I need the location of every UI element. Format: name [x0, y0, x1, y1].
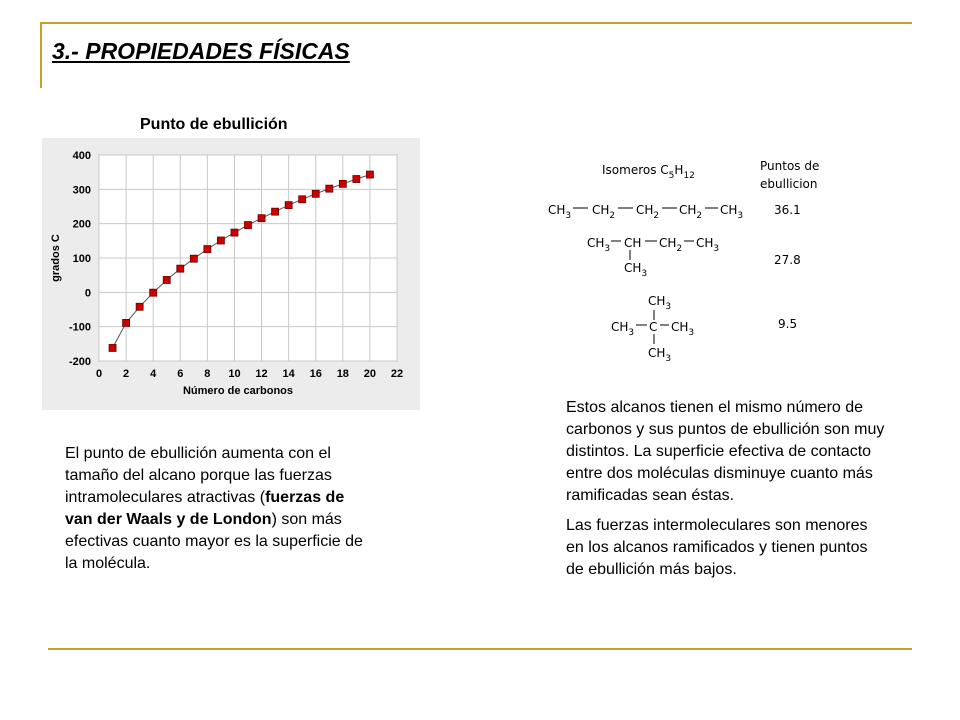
x-tick-label: 10: [228, 368, 241, 380]
slide-title: 3.- PROPIEDADES FÍSICAS: [52, 38, 350, 64]
data-point: [123, 319, 130, 326]
data-point: [136, 303, 143, 310]
y-tick-label: 400: [72, 150, 91, 162]
x-axis-label: Número de carbonos: [182, 385, 294, 397]
bp-value-1: 36.1: [774, 203, 801, 217]
y-tick-label: 300: [72, 184, 91, 197]
data-point: [285, 202, 292, 209]
svg-text:CH3: $CH_3$: [648, 346, 672, 364]
right-text: [566, 397, 886, 589]
bp-value-2: 27.8: [774, 253, 801, 267]
boiling-point-chart: [42, 138, 420, 410]
svg-text:CH3: $CH_3$: [548, 203, 572, 221]
n-pentane: [548, 203, 743, 221]
x-tick-label: 20: [363, 368, 377, 380]
data-point: [312, 190, 319, 197]
x-tick-label: 8: [204, 368, 211, 380]
x-tick-label: 0: [95, 368, 103, 380]
svg-text:CH3: $CH_3$: [611, 320, 635, 338]
data-point: [150, 289, 157, 296]
x-tick-label: 2: [123, 368, 130, 380]
data-point: [204, 246, 211, 253]
chart-panel: [42, 138, 420, 410]
y-tick-label: 200: [72, 218, 91, 231]
top-rule: [40, 22, 912, 24]
svg-text:CH3: $CH_3$: [671, 320, 695, 338]
svg-text:CH2: $CH_2$: [659, 236, 683, 254]
data-point: [299, 196, 306, 203]
left-paragraph-bold: fuerzas de van der Waals y de London: [65, 489, 345, 528]
top-left-rule: [40, 22, 42, 88]
x-tick-label: 14: [282, 368, 295, 380]
svg-text:CH3: $CH_3$: [587, 236, 611, 254]
x-tick-label: 4: [150, 368, 157, 380]
svg-text:CH: CH: [624, 236, 642, 250]
x-tick-label: 12: [255, 368, 268, 380]
svg-text:C: C: [649, 320, 658, 334]
right-paragraph-1: Estos alcanos tienen el mismo número de carbonos y sus puntos de ebullición son muy distintos. La superficie efectiva de contacto entre dos moléculas disminuye cuanto más ramificadas sean éstas.: [566, 399, 885, 504]
y-axis-label: grados C: [50, 234, 62, 282]
neopentane: [611, 294, 694, 364]
data-point: [245, 222, 252, 229]
data-point: [366, 171, 373, 178]
x-tick-label: 22: [390, 368, 404, 380]
bottom-rule: [48, 648, 912, 650]
svg-text:CH3: $CH_3$: [696, 236, 720, 254]
bp-value-3: 9.5: [778, 317, 798, 331]
data-point: [326, 185, 333, 192]
data-point: [339, 180, 346, 187]
y-tick-label: -200: [68, 356, 91, 368]
data-point: [231, 229, 238, 236]
svg-text:CH2: $CH_2$: [592, 203, 616, 221]
data-point: [163, 276, 170, 283]
svg-text:CH3: $CH_3$: [624, 261, 648, 279]
data-point: [190, 255, 197, 262]
data-point: [109, 344, 116, 351]
data-point: [217, 237, 224, 244]
x-tick-label: 16: [309, 368, 322, 380]
data-point: [353, 176, 360, 183]
chart-title: Punto de ebullición: [140, 116, 288, 133]
y-tick-label: 100: [72, 253, 91, 265]
x-tick-label: 6: [177, 368, 184, 380]
left-paragraph-part1: El punto de ebullición aumenta con el tamaño del alcano porque las fuerzas intramoleculares atractivas (: [65, 445, 332, 506]
bp-header-line1: Puntos de: [760, 159, 820, 173]
left-paragraph-part2: ) son más efectivas cuanto mayor es la superficie de la molécula.: [65, 511, 363, 572]
bp-header-line2: ebullicion: [760, 177, 818, 191]
y-tick-label: 0: [84, 287, 91, 300]
svg-text:CH2: $CH_2$: [636, 203, 660, 221]
data-point: [177, 265, 184, 272]
x-tick-label: 18: [336, 368, 349, 380]
left-paragraph: [65, 443, 365, 575]
svg-text:CH2: $CH_2$: [679, 203, 703, 221]
isopentane: [587, 236, 719, 279]
svg-text:CH3: $CH_3$: [720, 203, 744, 221]
right-paragraph-2: Las fuerzas intermoleculares son menores en los alcanos ramificados y tienen puntos de ebullición más bajos.: [566, 517, 868, 578]
data-point: [258, 215, 265, 222]
y-tick-label: -100: [68, 321, 91, 334]
svg-text:CH3: $CH_3$: [648, 294, 672, 312]
isomer-header: Isomeros $C_5H_{12}$: [602, 163, 695, 181]
data-point: [272, 208, 279, 215]
isomer-structures: [540, 150, 870, 370]
